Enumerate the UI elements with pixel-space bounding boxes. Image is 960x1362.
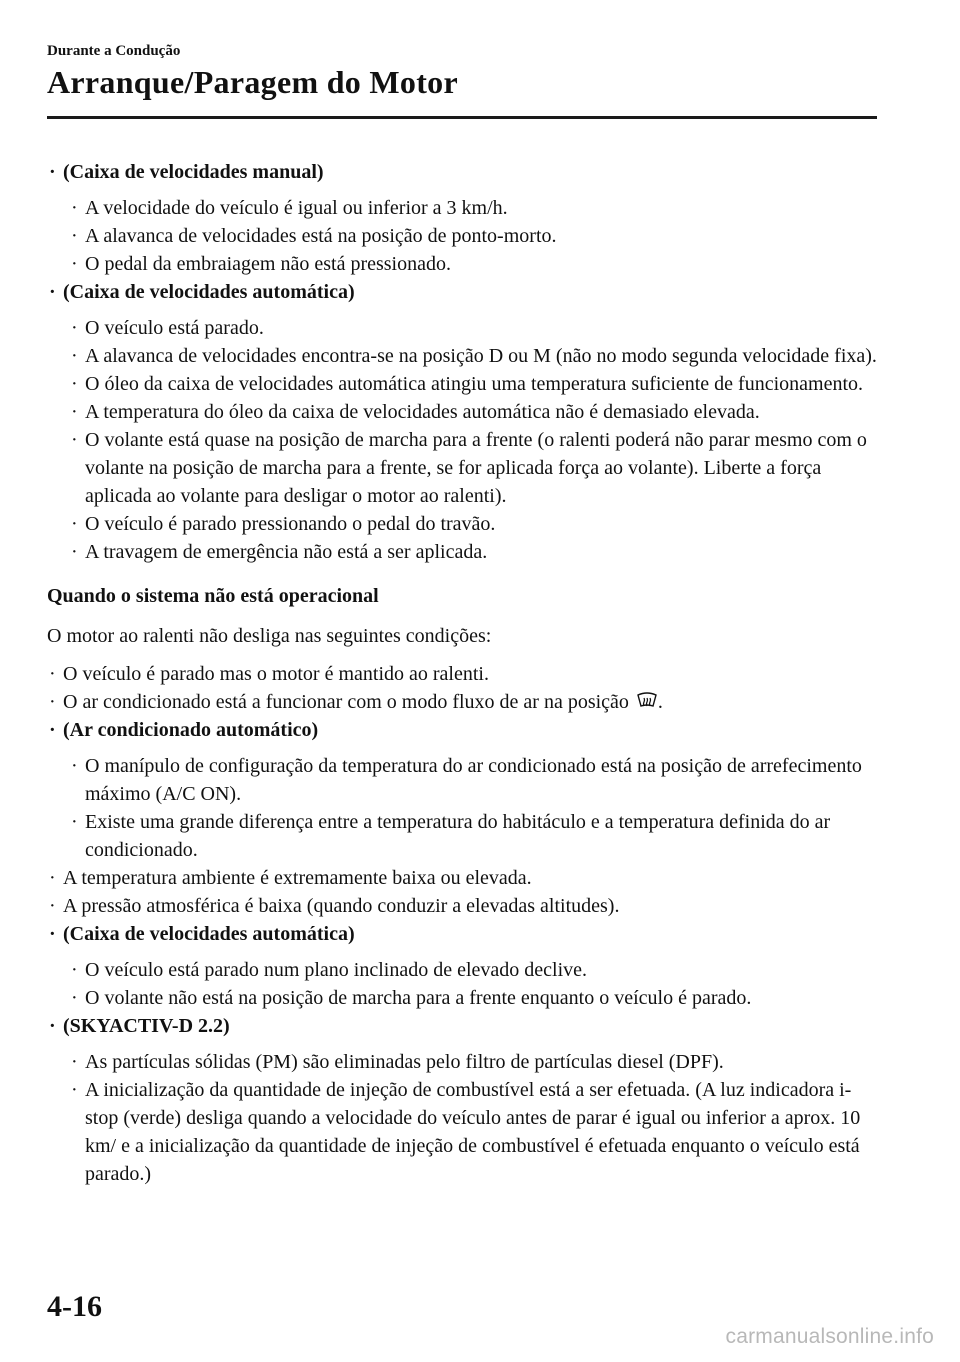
- section-intro: O motor ao ralenti não desliga nas seguintes condições:: [47, 625, 492, 647]
- list-item: · O veículo está parado.: [71, 317, 264, 339]
- group-heading-manual: · (Caixa de velocidades manual): [47, 158, 882, 186]
- list-item: · A inicialização da quantidade de injeção de combustível está a ser efetuada. (A luz indicadora i-stop (verde) desliga quando a velocidade do veículo antes de parar é igual ou inferior a aprox. 10 km/ e a inicialização da quantidade de injeção de combustível é efetuada enquanto o veículo está parado.): [71, 1079, 861, 1185]
- automatic-2-list: [47, 956, 882, 1012]
- windshield-defrost-icon: [636, 690, 658, 712]
- group-heading-skyactiv: · (SKYACTIV-D 2.2): [49, 1015, 230, 1037]
- not-operational-list: [47, 660, 882, 1188]
- list-item: · O veículo está parado num plano inclinado de elevado declive.: [71, 959, 588, 981]
- page-title: Arranque/Paragem do Motor: [47, 64, 458, 100]
- list-item: · A temperatura do óleo da caixa de velocidades automática não é demasiado elevada.: [71, 401, 760, 423]
- bullet: ·: [49, 161, 56, 183]
- manual-conditions-list: [47, 194, 882, 278]
- header-divider: [47, 116, 877, 119]
- list-item: · A velocidade do veículo é igual ou inferior a 3 km/h.: [71, 197, 508, 219]
- skyactiv-list: [47, 1048, 882, 1188]
- list-item: · O ar condicionado está a funcionar com o modo fluxo de ar na posição .: [49, 691, 663, 713]
- list-item: · O volante está quase na posição de marcha para a frente (o ralenti poderá não parar mesmo com o volante na posição de marcha para a frente, se for aplicada força ao volante). Liberte a força aplicada ao volante para desligar o motor ao ralenti).: [71, 429, 867, 507]
- list-item: · A travagem de emergência não está a ser aplicada.: [71, 541, 488, 563]
- section-heading-not-operational: Quando o sistema não está operacional: [47, 585, 379, 607]
- list-item: · A temperatura ambiente é extremamente baixa ou elevada.: [49, 867, 532, 889]
- page-number: 4-16: [47, 1290, 102, 1323]
- group-heading-automatic-2: · (Caixa de velocidades automática): [49, 923, 355, 945]
- list-item: · Existe uma grande diferença entre a temperatura do habitáculo e a temperatura definida do ar condicionado.: [71, 811, 831, 861]
- list-item: · As partículas sólidas (PM) são eliminadas pelo filtro de partículas diesel (DPF).: [71, 1051, 724, 1073]
- list-item: · O veículo é parado mas o motor é mantido ao ralenti.: [49, 663, 489, 685]
- auto-ac-list: [47, 752, 882, 864]
- page-header: [47, 42, 877, 119]
- list-item: · A alavanca de velocidades encontra-se na posição D ou M (não no modo segunda velocidade fixa).: [71, 345, 877, 367]
- group-heading-auto-ac: · (Ar condicionado automático): [49, 719, 319, 741]
- watermark: carmanualsonline.info: [725, 1325, 934, 1348]
- list-item: · O volante não está na posição de marcha para a frente enquanto o veículo é parado.: [71, 987, 752, 1009]
- automatic-conditions-list: [47, 314, 882, 566]
- list-item: · O óleo da caixa de velocidades automática atingiu uma temperatura suficiente de funcionamento.: [71, 373, 864, 395]
- section-label: Durante a Condução: [47, 43, 181, 59]
- list-item: · O pedal da embraiagem não está pressionado.: [71, 253, 451, 275]
- list-item: · O veículo é parado pressionando o pedal do travão.: [71, 513, 496, 535]
- list-item: · O manípulo de configuração da temperatura do ar condicionado está na posição de arrefecimento máximo (A/C ON).: [71, 755, 862, 805]
- list-item: · A pressão atmosférica é baixa (quando conduzir a elevadas altitudes).: [49, 895, 620, 917]
- page-content: [47, 158, 882, 1188]
- list-item: · A alavanca de velocidades está na posição de ponto-morto.: [71, 225, 557, 247]
- group-heading-automatic: · (Caixa de velocidades automática): [49, 281, 355, 303]
